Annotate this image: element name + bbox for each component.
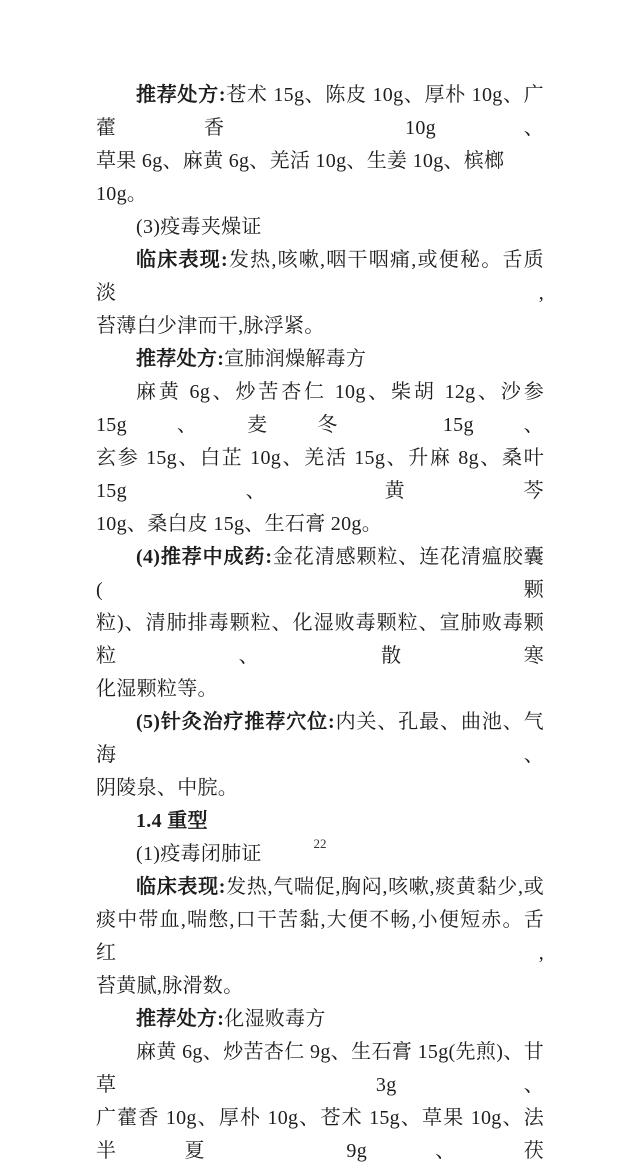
line-text: 10g、桑白皮 15g、生石膏 20g。	[96, 513, 382, 535]
text-line	[96, 442, 544, 508]
line-text: 广藿香 10g、厚朴 10g、苍术 15g、草果 10g、法半夏 9g、茯	[96, 1107, 544, 1162]
text-line	[96, 145, 544, 211]
page-number: 22	[313, 836, 327, 851]
line-text: 麻黄 6g、炒苦杏仁 9g、生石膏 15g(先煎)、甘草 3g、	[96, 1041, 544, 1096]
line-text: 苔薄白少津而干,脉浮紧。	[96, 315, 325, 337]
line-emphasis: 1.4 重型	[136, 810, 208, 832]
line-text: 金花清感颗粒、连花清瘟胶囊(颗	[96, 546, 545, 601]
text-line	[96, 541, 544, 607]
line-text: 痰中带血,喘憋,口干苦黏,大便不畅,小便短赤。舌红,	[96, 909, 544, 964]
line-text: 苔黄腻,脉滑数。	[96, 975, 244, 997]
text-line	[96, 211, 544, 244]
text-line	[96, 1102, 544, 1168]
line-emphasis: (5)针灸治疗推荐穴位:	[136, 711, 335, 733]
line-text: 宣肺润燥解毒方	[224, 348, 367, 370]
line-emphasis: 推荐处方:	[136, 84, 226, 106]
line-text: 发热,咳嗽,咽干咽痛,或便秘。舌质淡,	[96, 249, 544, 304]
text-line	[96, 871, 544, 904]
line-text: 玄参 15g、白芷 10g、羌活 15g、升麻 8g、桑叶 15g、黄芩	[96, 447, 544, 502]
line-text: 化湿败毒方	[224, 1008, 326, 1030]
line-emphasis: 推荐处方:	[136, 348, 225, 370]
line-text: (3)疫毒夹燥证	[136, 216, 262, 238]
text-line	[96, 244, 544, 310]
line-text: 化湿颗粒等。	[96, 678, 218, 700]
text-line	[96, 79, 544, 145]
text-line	[96, 970, 544, 1003]
text-line	[96, 376, 544, 442]
line-text: (1)疫毒闭肺证	[136, 843, 262, 865]
line-emphasis: 临床表现:	[136, 876, 226, 898]
text-line	[96, 772, 544, 805]
line-text: 草果 6g、麻黄 6g、羌活 10g、生姜 10g、槟榔 10g。	[96, 150, 505, 205]
text-line	[96, 1003, 544, 1036]
line-text: 麻黄 6g、炒苦杏仁 10g、柴胡 12g、沙参 15g、麦冬 15g、	[96, 381, 544, 436]
line-text: 发热,气喘促,胸闷,咳嗽,痰黄黏少,或	[225, 876, 544, 898]
line-text: 内关、孔最、曲池、气海、	[96, 711, 544, 766]
line-emphasis: 临床表现:	[136, 249, 228, 271]
line-emphasis: (4)推荐中成药:	[136, 546, 273, 568]
line-text: 苍术 15g、陈皮 10g、厚朴 10g、广藿香 10g、	[96, 84, 544, 139]
text-line	[96, 805, 544, 838]
text-line	[96, 904, 544, 970]
text-line	[96, 508, 544, 541]
line-emphasis: 推荐处方:	[136, 1008, 225, 1030]
line-text: 粒)、清肺排毒颗粒、化湿败毒颗粒、宣肺败毒颗粒、散寒	[96, 612, 544, 667]
document-body	[96, 79, 544, 1168]
text-line	[96, 673, 544, 706]
line-text: 阴陵泉、中脘。	[96, 777, 239, 799]
text-line	[96, 343, 544, 376]
text-line	[96, 1036, 544, 1102]
text-line	[96, 607, 544, 673]
text-line	[96, 310, 544, 343]
text-line	[96, 706, 544, 772]
